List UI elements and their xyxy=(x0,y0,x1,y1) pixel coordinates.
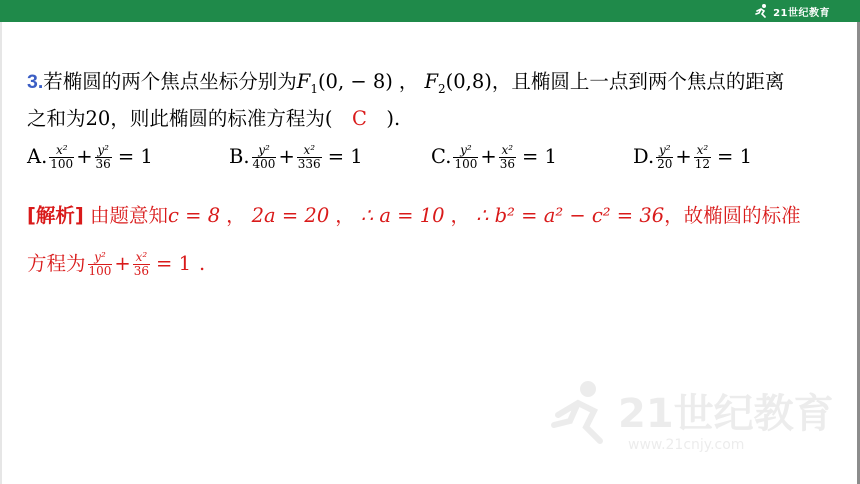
watermark-url: www.21cnjy.com xyxy=(628,437,745,453)
runner-logo-icon xyxy=(754,3,770,19)
option-d-fraction-1: $\frac{\text{y²}}{20}$ xyxy=(657,143,673,171)
brand-name: 21世纪教育 xyxy=(773,7,830,19)
analysis-fraction-2: $\frac{\text{x²}}{36}$ xyxy=(133,250,150,278)
analysis-eq-2: 2a = 20 xyxy=(251,204,330,227)
question-line-2 xyxy=(27,103,400,131)
focus-1-coords: (0, − 8) xyxy=(317,70,393,93)
watermark-runner-icon xyxy=(548,375,838,455)
option-b-fraction-2: $\frac{\text{x²}}{336}$ xyxy=(297,143,321,171)
option-b[interactable]: B. $\frac{\text{y²}}{400}$ + $\frac{\text{x²}}{336}$ = 1 xyxy=(229,143,363,171)
left-divider xyxy=(0,22,2,484)
analysis-line-2-clip xyxy=(27,246,327,281)
analysis-tag: [解析] xyxy=(27,204,84,227)
answer-letter: C xyxy=(351,107,367,130)
top-banner xyxy=(0,0,860,22)
option-d[interactable]: D. $\frac{\text{y²}}{20}$ + $\frac{\text{x²}}{12}$ = 1 xyxy=(633,143,752,171)
focus-2-label: $F_2$ xyxy=(424,70,446,96)
focus-2-coords: (0,8) xyxy=(445,70,492,93)
option-c-fraction-1: $\frac{\text{y²}}{100}$ xyxy=(454,143,478,171)
focus-1-label: $F_1$ xyxy=(296,70,318,96)
option-a-fraction-2: $\frac{\text{y²}}{36}$ xyxy=(95,143,111,171)
analysis-eq-3: ∴ a = 10 xyxy=(360,204,445,227)
option-b-fraction-1: $\frac{\text{y²}}{400}$ xyxy=(252,143,276,171)
question-text-2: ，且椭圆上一点到两个焦点的距离 xyxy=(491,70,785,93)
question-line-1 xyxy=(27,66,784,96)
option-c[interactable]: C. $\frac{\text{y²}}{100}$ + $\frac{\text{x²}}{36}$ = 1 xyxy=(431,143,557,171)
analysis-eq-1: c = 8 xyxy=(168,204,221,227)
separator: ， xyxy=(398,70,419,93)
question-number: 3. xyxy=(27,71,44,93)
analysis-line-2: 方程为 $\frac{\text{y²}}{100}$ + $\frac{\text{x²}}{36}$ = 1 . xyxy=(27,250,206,278)
brand-logo xyxy=(754,2,830,20)
analysis-fraction-1: $\frac{\text{y²}}{100}$ xyxy=(88,250,112,278)
question-text-3: 之和为20，则此椭圆的标准方程为( xyxy=(27,107,333,130)
analysis-text-3: 方程为 xyxy=(27,252,86,275)
analysis-text-2: ，故椭圆的标准 xyxy=(664,204,801,227)
option-c-fraction-2: $\frac{\text{x²}}{36}$ xyxy=(499,143,515,171)
question-text-4: ). xyxy=(386,107,401,130)
analysis-line-1: [解析] 由题意知c = 8 ， 2a = 20 ， ∴ a = 10 ， ∴ b² = a² − c² = 36，故椭圆的标准 xyxy=(27,204,801,227)
question-text-1: 若椭圆的两个焦点坐标分别为 xyxy=(43,70,297,93)
watermark-logo xyxy=(548,375,838,455)
analysis-text-1: 由题意知 xyxy=(90,204,169,227)
option-a-fraction-1: $\frac{\text{x²}}{100}$ xyxy=(50,143,74,171)
watermark-brand: 21世纪教育 xyxy=(618,391,834,437)
analysis-eq-4: ∴ b² = a² − c² = 36 xyxy=(476,204,665,227)
option-d-fraction-2: $\frac{\text{x²}}{12}$ xyxy=(694,143,711,171)
option-a[interactable]: A. $\frac{\text{x²}}{100}$ + $\frac{\text{y²}}{36}$ = 1 xyxy=(27,143,153,171)
